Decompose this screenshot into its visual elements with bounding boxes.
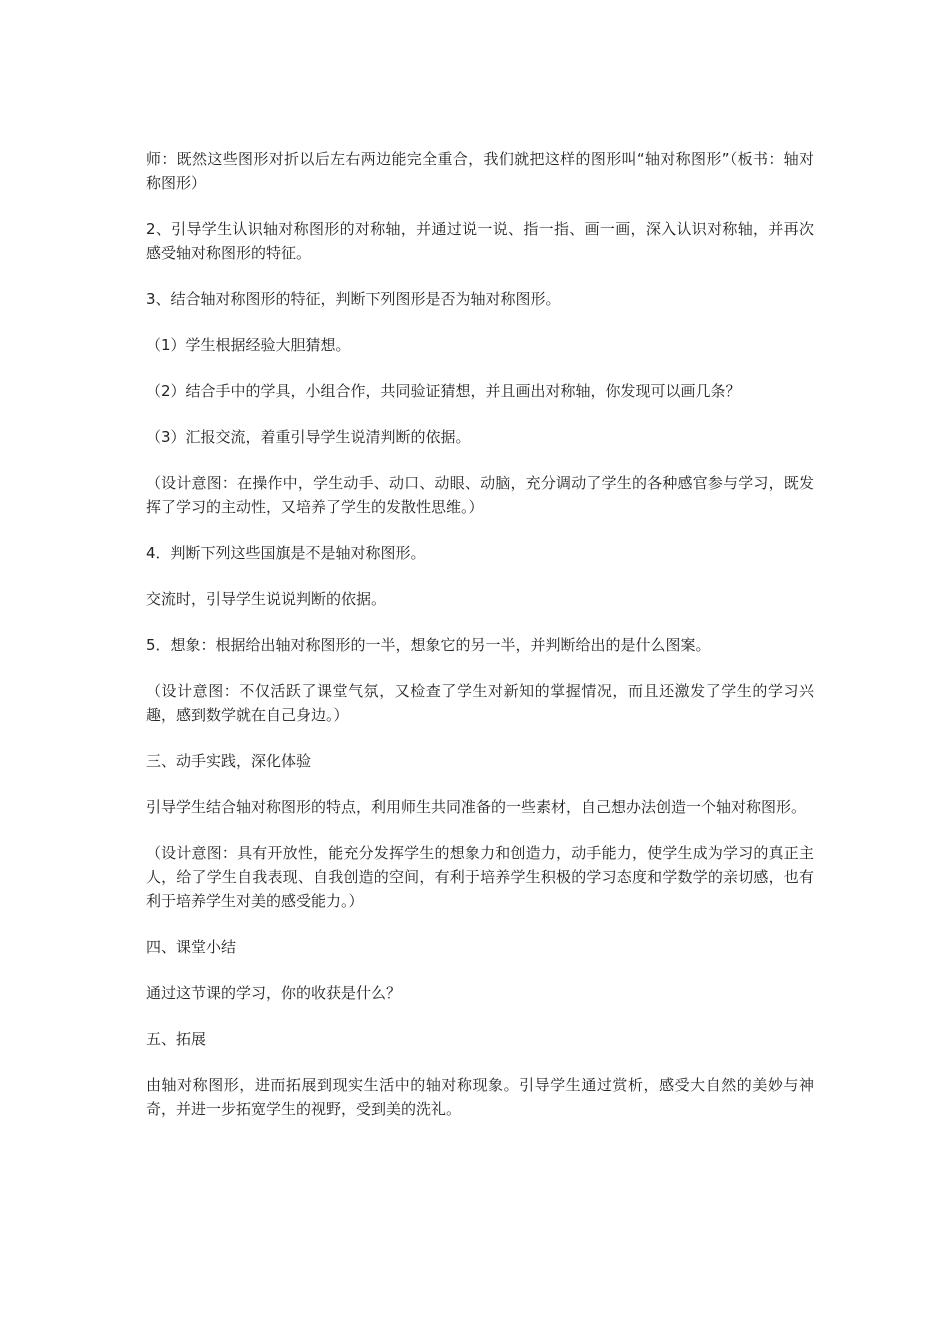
paragraph-step-2-symmetry-axis: 2、引导学生认识轴对称图形的对称轴，并通过说一说、指一指、画一画，深入认识对称轴，并再次感受轴对称图形的特征。 (146, 220, 814, 262)
section-heading-summary: 四、课堂小结 (146, 938, 237, 956)
paragraph-substep-2: （2）结合手中的学具，小组合作，共同验证猜想，并且画出对称轴，你发现可以画几条？ (146, 382, 741, 400)
paragraph-substep-3: （3）汇报交流，着重引导学生说清判断的依据。 (146, 428, 471, 446)
paragraph-step-3-judge-shapes: 3、结合轴对称图形的特征，判断下列图形是否为轴对称图形。 (146, 290, 561, 308)
paragraph-step-4-flags: 4．判断下列这些国旗是不是轴对称图形。 (146, 544, 426, 562)
paragraph-design-intent-3: （设计意图：具有开放性，能充分发挥学生的想象力和创造力，动手能力，使学生成为学习的真正主人，给了学生自我表现、自我创造的空间，有利于培养学生积极的学习态度和学数学的亲切感，也有利于培养学生对美的感受能力。） (146, 844, 814, 910)
paragraph-substep-1: （1）学生根据经验大胆猜想。 (146, 336, 351, 354)
paragraph-design-intent-1: （设计意图：在操作中，学生动手、动口、动眼、动脑，充分调动了学生的各种感官参与学习，既发挥了学习的主动性，又培养了学生的发散性思维。） (146, 474, 814, 516)
section-heading-practice: 三、动手实践，深化体验 (146, 752, 312, 770)
paragraph-create-symmetric-shape: 引导学生结合轴对称图形的特点，利用师生共同准备的一些素材，自己想办法创造一个轴对称图形。 (146, 798, 807, 816)
paragraph-design-intent-2: （设计意图：不仅活跃了课堂气氛，又检查了学生对新知的掌握情况，而且还激发了学生的学习兴趣，感到数学就在自己身边。） (146, 682, 814, 724)
paragraph-discussion: 交流时，引导学生说说判断的依据。 (146, 590, 387, 608)
document-body (146, 147, 814, 1143)
paragraph-summary-question: 通过这节课的学习，你的收获是什么？ (146, 984, 402, 1002)
section-heading-extension: 五、拓展 (146, 1030, 207, 1048)
paragraph-step-5-imagine: 5．想象：根据给出轴对称图形的一半，想象它的另一半，并判断给出的是什么图案。 (146, 636, 711, 654)
paragraph-extension: 由轴对称图形，进而拓展到现实生活中的轴对称现象。引导学生通过赏析，感受大自然的美妙与神奇，并进一步拓宽学生的视野，受到美的洗礼。 (146, 1076, 814, 1118)
paragraph-teacher-definition: 师：既然这些图形对折以后左右两边能完全重合，我们就把这样的图形叫“轴对称图形”（板书：轴对称图形） (146, 150, 814, 192)
